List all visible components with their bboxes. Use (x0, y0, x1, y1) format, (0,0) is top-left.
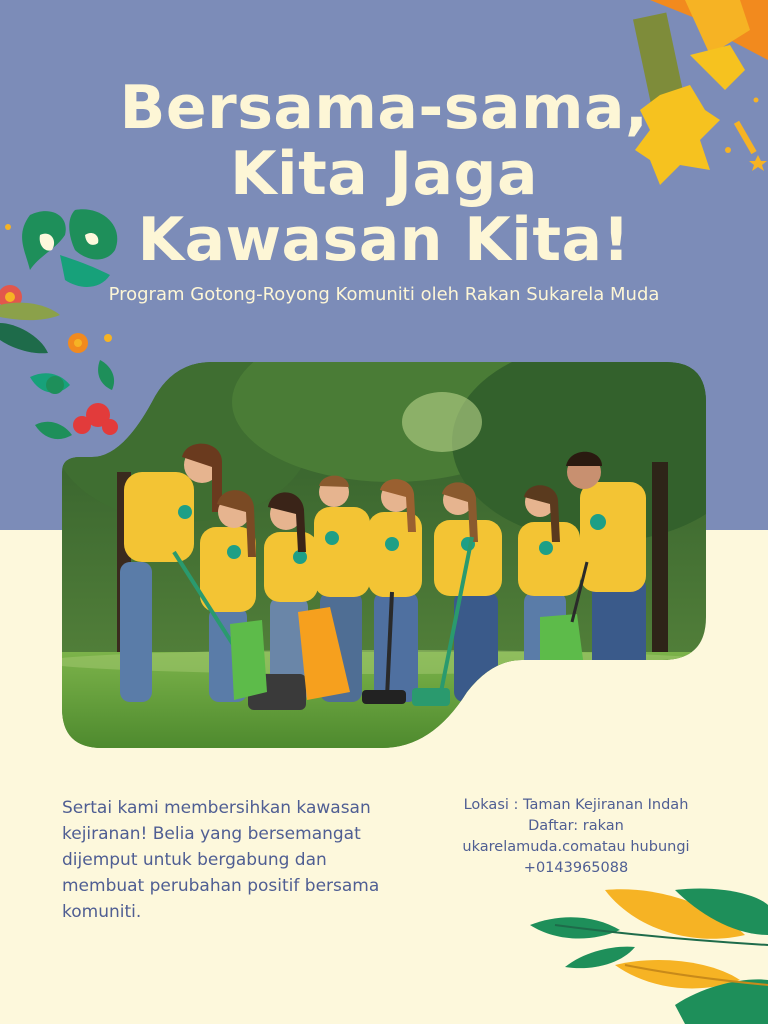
headline (0, 75, 768, 273)
phone-number: +0143965088 (523, 860, 629, 876)
decorative-leaves-bottom-right (525, 885, 768, 1024)
event-info (452, 795, 700, 879)
subtitle: Program Gotong-Royong Komuniti oleh Rakan Sukarela Muda (108, 284, 660, 305)
description: Sertai kami membersihkan kawasan kejiranan! Belia yang bersemangat dijemput untuk bergabung dan membuat perubahan positif bersama komuniti. (62, 798, 380, 922)
location-text: Lokasi : Taman Kejiranan Indah (463, 797, 689, 813)
volunteers-photo (62, 362, 706, 748)
register-text-line-2: ukarelamuda.comatau hubungi (462, 839, 690, 855)
headline-line-3: Kawasan Kita! (137, 205, 631, 275)
register-text-line-1: Daftar: rakan (528, 818, 624, 834)
headline-line-1: Bersama-sama, (119, 73, 649, 143)
headline-line-2: Kita Jaga (230, 139, 538, 209)
